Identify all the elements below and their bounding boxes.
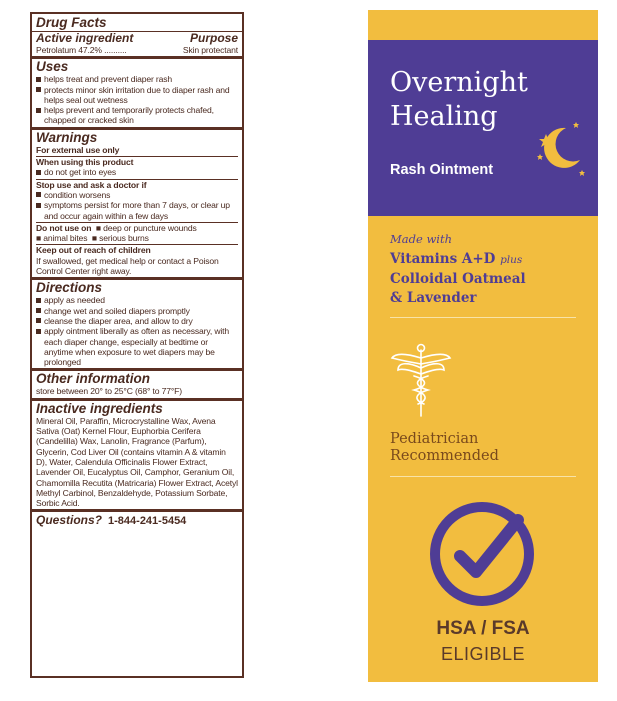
uses-item: helps treat and prevent diaper rash: [36, 74, 238, 84]
pediatrician-recommended: Pediatrician Recommended: [390, 431, 499, 464]
storage-text: store between 20° to 25°C (68° to 77°F): [36, 386, 182, 397]
stop-use-item: condition worsens: [36, 190, 238, 200]
made-with-label: Made with: [390, 232, 453, 246]
stop-use-item: symptoms persist for more than 7 days, or clear up and occur again within a few days: [36, 200, 238, 221]
directions-item: cleanse the diaper area, and allow to dry: [36, 316, 238, 326]
questions-row: [36, 512, 238, 527]
directions-item: apply ointment liberally as often as necessary, with each diaper change, especially at bedtime or anytime when exposure to wet diapers may be prolonged: [36, 326, 238, 367]
hsa-fsa-label: HSA / FSA: [436, 618, 530, 639]
active-ingredient-row: Petrolatum 47.2% .......... Skin protectant: [36, 45, 238, 55]
divider: [390, 317, 576, 318]
uses-item: protects minor skin irritation due to diaper rash and helps seal out wetness: [36, 85, 238, 106]
warnings-heading: Warnings: [36, 129, 98, 145]
uses-item: helps prevent and temporarily protects chafed, chapped or cracked skin: [36, 105, 238, 126]
swallowed-text: If swallowed, get medical help or contact a Poison Control Center right away.: [36, 255, 219, 277]
directions-item: apply as needed: [36, 295, 238, 305]
active-ingredient-header: Active ingredient Purpose: [36, 31, 238, 45]
stop-use-heading: Stop use and ask a doctor if: [36, 179, 147, 190]
uses-heading: Uses: [36, 59, 69, 75]
moon-stars-icon: [536, 120, 586, 180]
drug-facts-title: Drug Facts: [36, 15, 107, 30]
product-subtitle: Rash Ointment: [390, 162, 494, 178]
product-title-line1: Overnight: [390, 67, 528, 98]
ingredients-callout: Vitamins A+D plus Colloidal Oatmeal & Lavender: [390, 251, 526, 306]
product-title-line2: Healing: [390, 101, 498, 132]
keep-out-heading: Keep out of reach of children: [36, 245, 151, 256]
inactive-heading: Inactive ingredients: [36, 400, 163, 416]
eligible-label: ELIGIBLE: [440, 644, 526, 664]
directions-item: change wet and soiled diapers promptly: [36, 306, 238, 316]
phone-number: 1-844-241-5454: [108, 515, 187, 528]
directions-heading: Directions: [36, 280, 103, 296]
other-info-heading: Other information: [36, 371, 150, 387]
drug-facts-panel: [30, 12, 244, 678]
check-circle-icon: [426, 498, 538, 610]
when-using-item: do not get into eyes: [36, 167, 238, 177]
caduceus-icon: [390, 342, 452, 420]
external-use-only: For external use only: [36, 144, 120, 155]
inactive-ingredients: Mineral Oil, Paraffin, Microcrystalline Wax, Avena Sativa (Oat) Kernel Flour, Euphorbia Cerifera (Candelilla) Wax, Lanolin, Fragrance (Parfum), Glycerin, Cod Liver Oil (contains vitamin A & vitamin D), Water, Calendula Officinalis Flower Extract, Lavender Oil, Eucalyptus Oil, Camphor, Geranium Oil, Chamomilla Recutita (Matricaria) Flower Extract, Acetyl Methyl Carbinol, Benzaldehyde, Potassium Sorbate, Sorbic Acid.: [36, 415, 238, 509]
questions-label: Questions?: [36, 513, 103, 528]
carton-panel: [368, 10, 598, 682]
do-not-use-row-2: ■ animal bites ■ serious burns: [36, 233, 149, 244]
do-not-use-row: Do not use on ■ deep or puncture wounds: [36, 222, 197, 233]
divider: [390, 476, 576, 477]
when-using-heading: When using this product: [36, 157, 134, 168]
